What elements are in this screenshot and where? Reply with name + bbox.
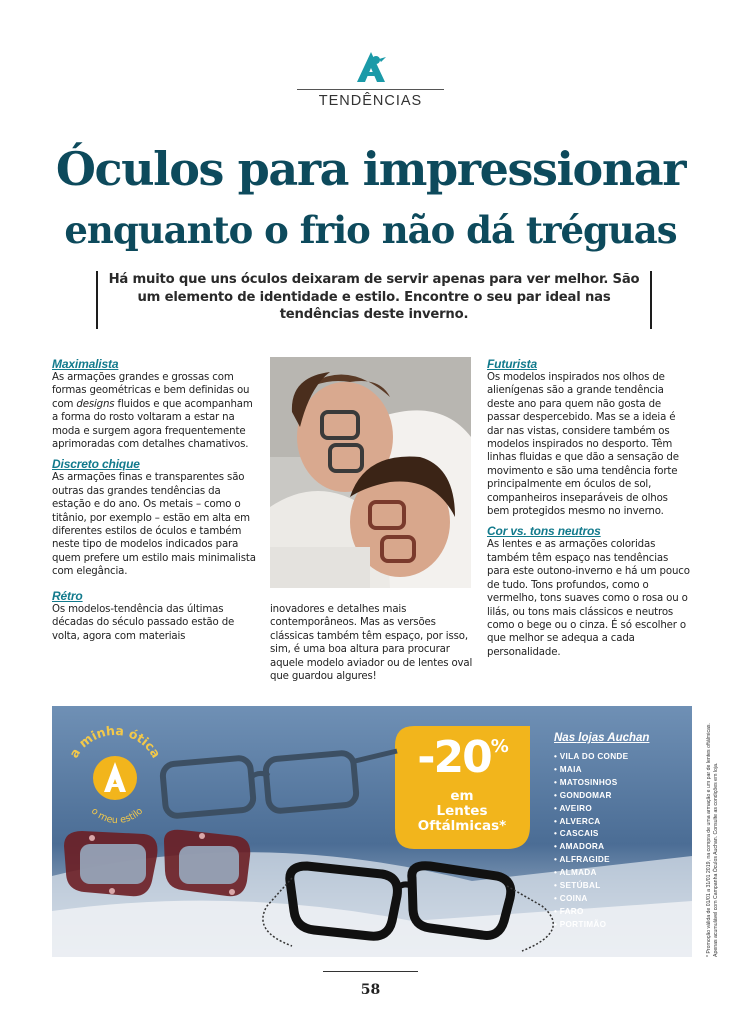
section-label: TENDÊNCIAS [318,93,423,109]
stores-heading: Nas lojas Auchan [554,732,650,744]
page-title-line-1: Óculos para impressionar [55,142,686,196]
column-left [52,357,257,649]
store-item: • SETÚBAL [554,880,684,893]
a-minha-otica-logo [60,716,170,826]
text-maximalista: As armações grandes e grossas com formas geométricas e bem definidas ou com designs fluidos e que acompanham a forma do rosto voltaram a estar na moda e surgem agora frequentemente aprimoradas com detalhes chamativos. [52,372,253,451]
couple-glasses-photo [270,357,471,588]
store-item: • ALMADA [554,867,684,880]
discount-line-2: Lentes [436,803,488,819]
discount-value: -20% [417,732,507,783]
brand-bottom-text: o meu estilo [88,805,146,826]
text-retro-continuation: inovadores e detalhes mais contemporâneos. Mas as versões clássicas também têm espaço, por isso, sim, é uma boa altura para procurar aquele modelo aviador ou de lentes oval que guardou algures! [270,604,473,683]
store-item: • AVEIRO [554,803,684,816]
store-item: • COINA [554,893,684,906]
footnote-line-1: * Promoção válida de 01/01 a 31/01 2019, na compra de uma armação e um par de lentes oftálmicas. [706,723,712,957]
heading-discreto-chique: Discreto chique [52,457,140,472]
text-discreto-chique: As armações finas e transparentes são outras das grandes tendências da estação e do ano. Os metais – como o titânio, por exemplo – estão em alta em diferentes estilos de óculos e também neste tipo de modelos indicados para quem prefere um estilo mais minimalista com elegância. [52,472,256,578]
section-rule [297,89,444,90]
store-item: • GONDOMAR [554,790,684,803]
store-item: • CASCAIS [554,828,684,841]
lead-text: Há muito que uns óculos deixaram de servir apenas para ver melhor. São um elemento de identidade e estilo. Encontre o seu par ideal nas tendências deste inverno. [108,272,640,323]
heading-retro: Rétro [52,588,83,603]
store-item: • MATOSINHOS [554,777,684,790]
text-futurista: Os modelos inspirados nos olhos de alienígenas são a grande tendência deste ano para quem não gosta de passar despercebido. Mas se a ideia é dar nas vistas, considere também os modelos inspirados no desporto. Têm linhas fluidas e que dão a sensação de movimento e são uma tendência forte principalmente em óculos de sol, companheiros inseparáveis de olhos bem protegidos mesmo no inverno. [487,372,679,518]
page-number: 58 [360,982,381,998]
page-title-line-2: enquanto o frio não dá tréguas [64,208,677,252]
column-right [487,357,692,665]
store-item: • ALFRAGIDE [554,854,684,867]
store-item: • MAIA [554,764,684,777]
heading-maximalista: Maximalista [52,357,119,371]
text-retro: Os modelos-tendência das últimas décadas do século passado estão de volta, agora com materiais [52,603,235,642]
footnote-line-2: Apenas acumulável com Campanha Óculos Auchan. Consulte as condições em loja. [713,762,719,957]
text-cor-tons-neutros: As lentes e as armações coloridas também têm espaço nas tendências para este outono-inverno e há um pouco de tudo. Tons profundos, como o vermelho, tons suaves como o rosa ou o lilás, ou tons mais clássicos e neutros como o bege ou o cinza. É só escolher o que melhor se adequa a cada personalidade. [487,539,690,658]
heading-cor-tons-neutros: Cor vs. tons neutros [487,524,601,539]
discount-line-1: em [450,788,474,804]
store-item: • AMADORA [554,841,684,854]
brand-top-text: a minha ótica [66,722,164,761]
heading-futurista: Futurista [487,357,537,371]
store-list [554,732,684,932]
optica-advertisement [52,706,692,957]
store-item: • FARO [554,906,684,919]
store-item: • ALVERCA [554,816,684,829]
lead-paragraph [96,271,652,329]
discount-line-3: Oftálmicas* [417,818,507,834]
store-item: • PORTIMÃO [554,919,684,932]
page-number-rule [323,971,418,972]
svg-text:a minha ótica [66,723,164,761]
store-item: • VILA DO CONDE [554,751,684,764]
ad-footnote [706,712,734,957]
auchan-bird-icon [354,50,388,84]
discount-badge [395,727,529,849]
column-middle [270,603,475,689]
svg-text:o meu estilo [89,806,146,826]
